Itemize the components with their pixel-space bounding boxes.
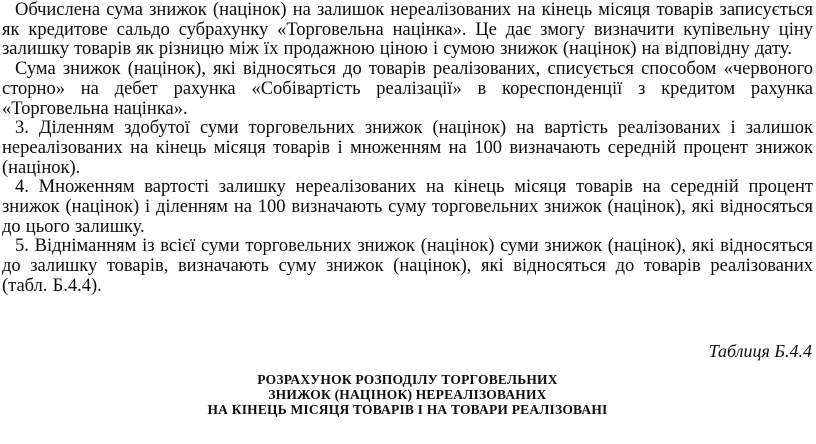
table-caption: Таблиця Б.4.4 <box>708 340 812 361</box>
table-title-line-2: ЗНИЖОК (НАЦІНОК) НЕРЕАЛІЗОВАНИХ <box>268 386 547 402</box>
paragraph-step-3: 3. Діленням здобутої суми торговельних знижок (націнок) на вартість реалізованих і залишок нереалізованих на кінець місяця товарів і множенням на 100 визначають середній процент знижок (націнок). <box>2 118 813 178</box>
paragraph-step-5: 5. Відніманням із всієї суми торговельних знижок (націнок) суми знижок (націнок), які відносяться до залишку товарів, визначають суму знижок (націнок), які відносяться до товарів реалізованих (табл. Б.4.4). <box>2 236 813 296</box>
table-title-line-1: РОЗРАХУНОК РОЗПОДІЛУ ТОРГОВЕЛЬНИХ <box>257 371 558 387</box>
table-title <box>2 372 813 418</box>
body-text <box>2 1 813 297</box>
paragraph-red-storno: Сума знижок (націнок), які відносяться до товарів реалізованих, списується способом «червоного сторно» на дебет рахунка «Собівартість реалізації» в кореспонденції з кредитом рахунка «Торговельна націнка». <box>2 59 813 119</box>
paragraph-markup-balance: Обчислена сума знижок (націнок) на залишок нереалізованих на кінець місяця товарів записується як кредитове сальдо субрахунку «Торговельна націнка». Це дає змогу визначити купівельну ціну залишку товарів як різницю між їх продажною ціною і сумою знижок (націнок) на відповідну дату. <box>2 0 813 60</box>
table-title-line-3: НА КІНЕЦЬ МІСЯЦЯ ТОВАРІВ І НА ТОВАРИ РЕАЛІЗОВАНІ <box>207 402 608 418</box>
paragraph-step-4: 4. Множенням вартості залишку нереалізованих на кінець місяця товарів на середній процент знижок (націнок) і діленням на 100 визначають суму торговельних знижок (націнок), які відносяться до цього залишку. <box>2 177 813 237</box>
